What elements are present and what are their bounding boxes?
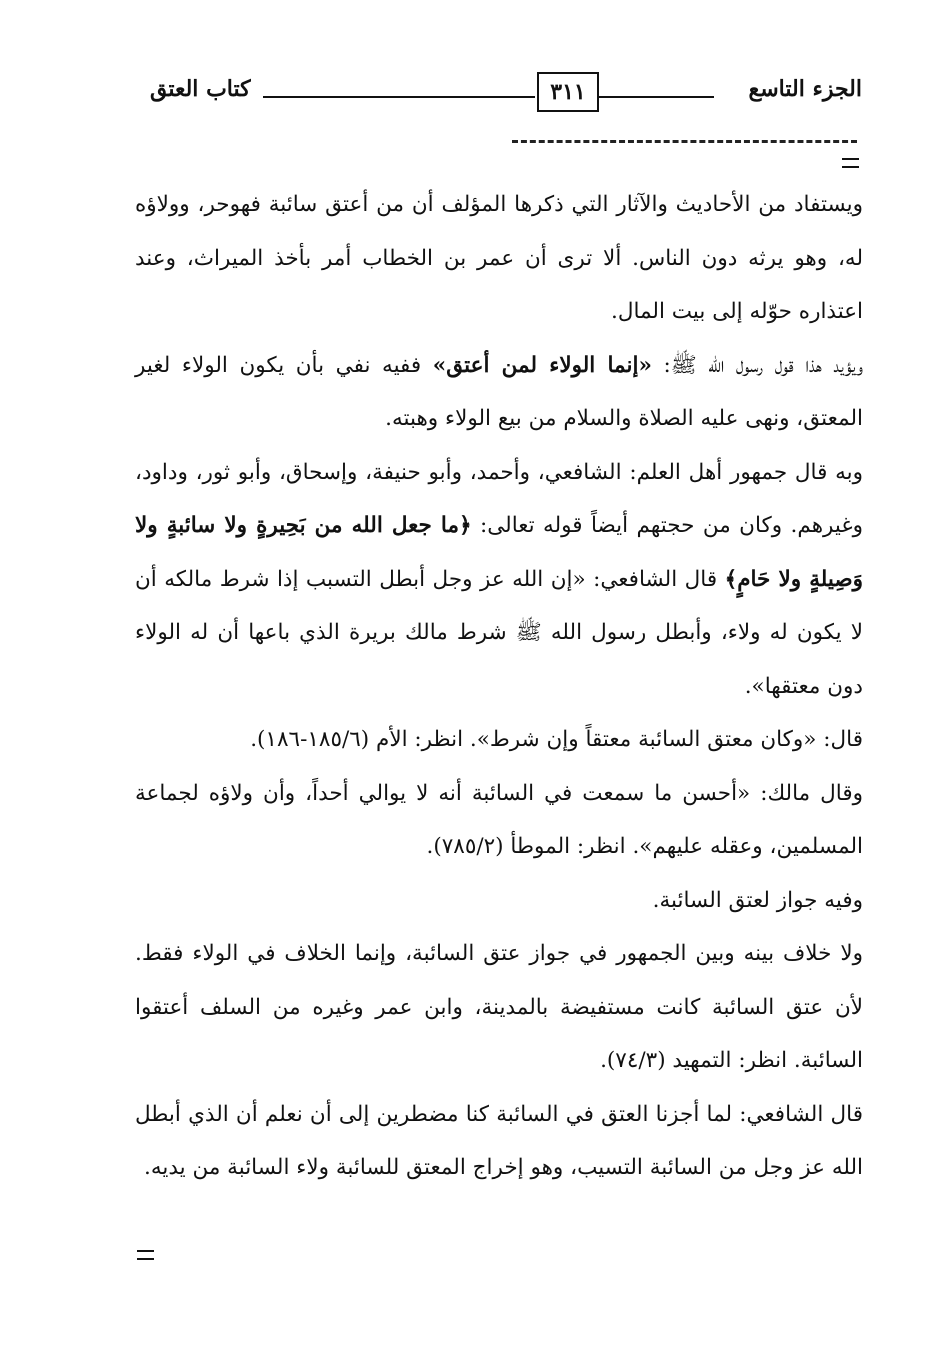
paragraph	[135, 446, 863, 714]
paragraph	[135, 178, 863, 339]
emphasized-quote: ﴿ما جعل الله من بَحِيرةٍ ولا سائبةٍ ولا وَصِيلةٍ ولا حَامٍ﴾	[135, 513, 863, 592]
emphasized-quote: «إنما الولاء لمن أعتق»	[432, 352, 652, 378]
header-rule	[599, 96, 714, 98]
paragraph	[135, 1088, 863, 1195]
page-header	[140, 70, 862, 120]
paragraph	[135, 767, 863, 874]
paragraph	[135, 927, 863, 1088]
book-title: كتاب العتق	[150, 76, 251, 102]
page-number: ٣١١	[537, 72, 599, 112]
text-segment: ويستفاد من الأحاديث والآثار التي ذكرها المؤلف أن من أعتق سائبة فهوحر، وولاؤه له، وهو يرثه دون الناس. ألا ترى أن عمر بن الخطاب أمر بأخذ الميراث، وعند اعتذاره حوّله إلى بيت المال.	[135, 192, 863, 324]
header-rule	[395, 96, 535, 98]
text-segment: ويؤيد هذا قول رسول الله ﷺ:	[651, 352, 864, 378]
text-segment: ففيه نفي بأن يكون الولاء لغير المعتق، ونهى عليه الصلاة والسلام من بيع الولاء وهبته.	[135, 352, 863, 431]
continuation-mark	[842, 158, 859, 168]
paragraph	[135, 713, 863, 767]
text-segment: قال الشافعي: لما أجزنا العتق في السائبة كنا مضطرين إلى أن نعلم أن الذي أبطل الله عز وجل من السائبة التسيب، وهو إخراج المعتق للسائبة ولاء السائبة من يديه.	[135, 1101, 863, 1180]
text-segment: وقال مالك: «أحسن ما سمعت في السائبة أنه لا يوالي أحداً، وأن ولاؤه لجماعة المسلمين، وعقله عليهم». انظر: الموطأ (٧٨٥/٢).	[135, 780, 863, 859]
paragraph	[135, 339, 863, 446]
text-segment: ولا خلاف بينه وبين الجمهور في جواز عتق السائبة، وإنما الخلاف في الولاء فقط. لأن عتق السائبة كانت مستفيضة بالمدينة، وابن عمر وغيره من السلف أعتقوا السائبة. انظر: التمهيد (٧٤/٣).	[135, 941, 863, 1073]
text-segment: قال الشافعي: «إن الله عز وجل أبطل التسبب إذا شرط مالكه أن لا يكون له ولاء، وأبطل رسول الله ﷺ شرط مالك بريرة الذي باعها أن له الولاء دون معتقها».	[135, 566, 863, 699]
text-segment: وبه قال جمهور أهل العلم: الشافعي، وأحمد، وأبو حنيفة، وإسحاق، وأبو ثور، وداود، وغيرهم. وكان من حجتهم أيضاً قوله تعالى:	[135, 459, 864, 538]
text-segment: وفيه جواز لعتق السائبة.	[652, 887, 863, 913]
paragraph	[135, 874, 863, 928]
part-title: الجزء التاسع	[748, 76, 862, 102]
body-text	[135, 178, 863, 1195]
header-dashed-separator	[512, 140, 857, 143]
text-segment: قال: «وكان معتق السائبة معتقاً وإن شرط». انظر: الأم (١٨٥/٦-١٨٦).	[250, 727, 863, 752]
continuation-mark	[137, 1250, 154, 1260]
header-rule	[263, 96, 398, 98]
